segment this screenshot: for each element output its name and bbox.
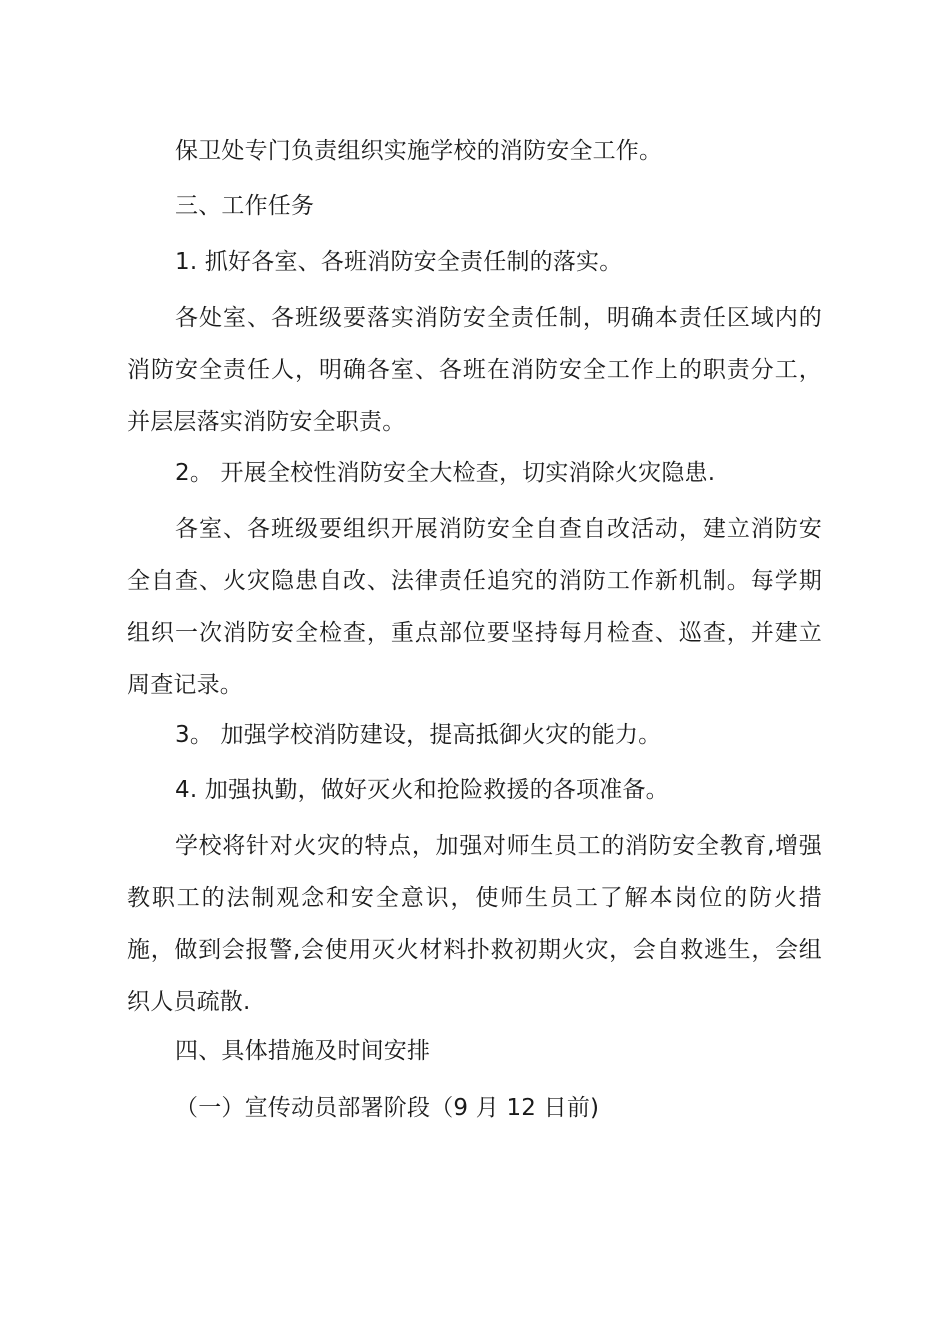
section-heading-work-tasks: 三、工作任务 — [175, 193, 315, 219]
task-item-1-body: 各处室、各班级要落实消防安全责任制，明确本责任区域内的消防安全责任人，明确各室、各班在消防安全工作上的职责分工，并层层落实消防安全职责。 — [127, 305, 822, 435]
section-heading-measures-schedule: 四、具体措施及时间安排 — [175, 1038, 431, 1064]
task-item-2-heading: 2。 开展全校性消防安全大检查，切实消除火灾隐患. — [175, 460, 716, 486]
task-item-1-heading: 1. 抓好各室、各班消防安全责任制的落实。 — [175, 249, 623, 275]
subsection-heading-mobilization-stage: （一）宣传动员部署阶段（9 月 12 日前) — [175, 1095, 600, 1121]
task-item-3-heading: 3。 加强学校消防建设，提高抵御火灾的能力。 — [175, 722, 662, 748]
paragraph-security-office: 保卫处专门负责组织实施学校的消防安全工作。 — [175, 138, 663, 164]
task-item-4-heading: 4. 加强执勤，做好灭火和抢险救援的各项准备。 — [175, 777, 669, 803]
task-item-4-body: 学校将针对火灾的特点，加强对师生员工的消防安全教育,增强教职工的法制观念和安全意识，使师生员工了解本岗位的防火措施，做到会报警,会使用灭火材料扑救初期火灾，会自救逃生，会组织人员疏散. — [127, 833, 822, 1015]
task-item-2-body: 各室、各班级要组织开展消防安全自查自改活动，建立消防安全自查、火灾隐患自改、法律责任追究的消防工作新机制。每学期组织一次消防安全检查，重点部位要坚持每月检查、巡查，并建立周查记录。 — [127, 516, 822, 698]
